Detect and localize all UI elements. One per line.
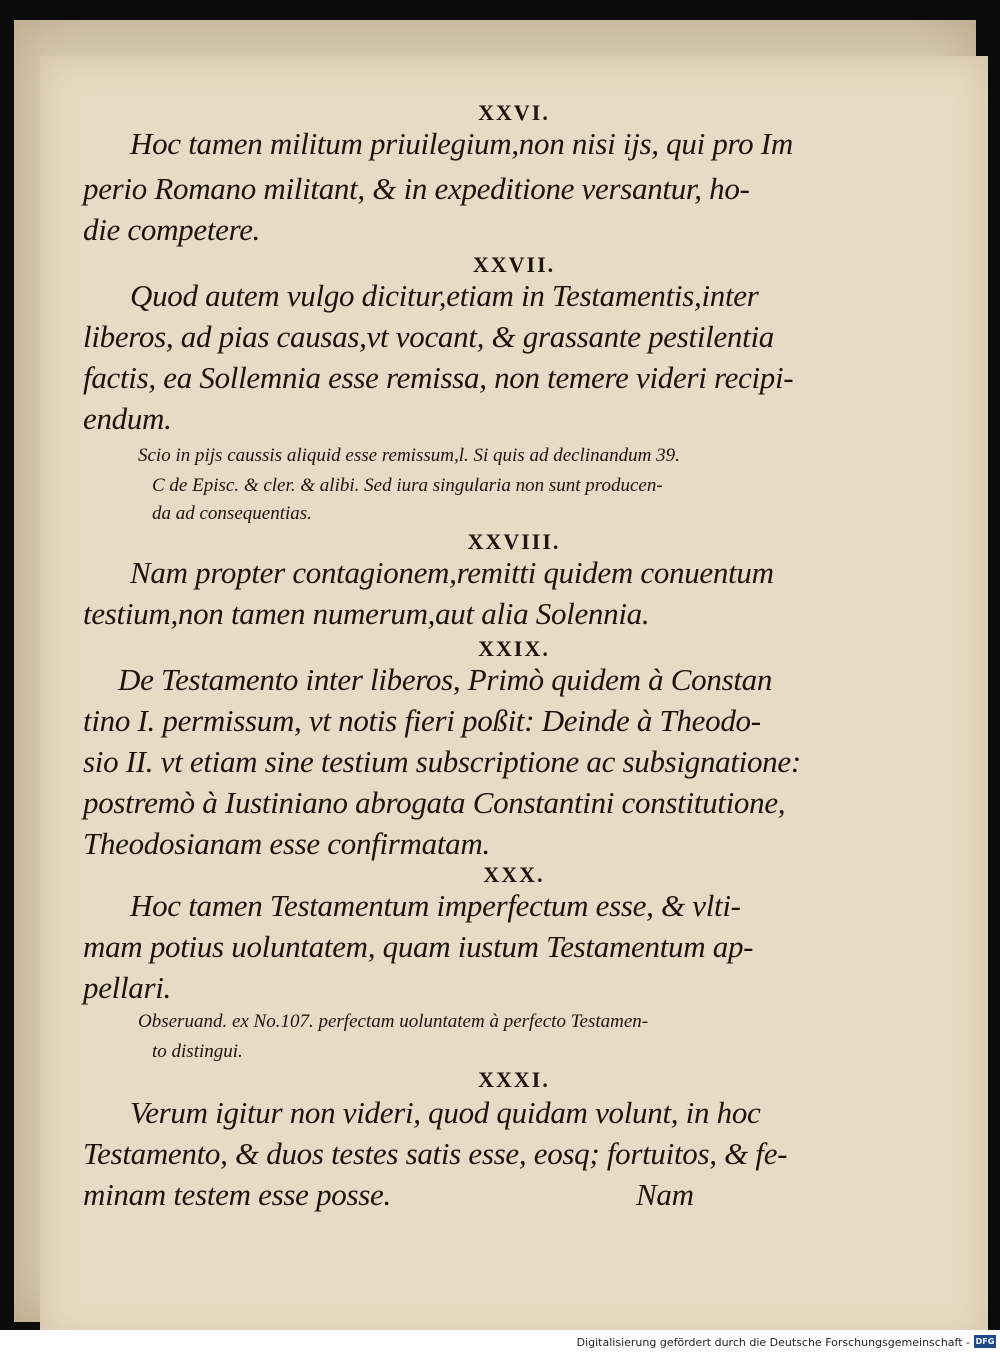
thesis-28-line-2: testium,non tamen numerum,aut alia Solennia.: [83, 596, 650, 631]
dfg-logo-icon: DFG: [975, 1337, 995, 1346]
thesis-30-line-3: pellari.: [83, 970, 172, 1005]
thesis-heading-30: XXX.: [483, 862, 545, 887]
thesis-28-line-1: Nam propter contagionem,remitti quidem conuentum: [130, 555, 774, 590]
thesis-heading-29: XXIX.: [478, 636, 550, 661]
thesis-27-line-3: factis, ea Sollemnia esse remissa, non temere videri recipi-: [83, 360, 794, 395]
thesis-29-line-4: postremò à Iustiniano abrogata Constantini constitutione,: [83, 785, 786, 820]
thesis-heading-31: XXXI.: [478, 1067, 550, 1092]
thesis-heading-28: XXVIII.: [467, 529, 561, 554]
thesis-heading-27: XXVII.: [472, 252, 556, 277]
digitization-footer: [0, 1330, 1000, 1355]
thesis-29-line-5: Theodosianam esse confirmatam.: [83, 826, 490, 861]
thesis-27-line-2: liberos, ad pias causas,vt vocant, & grassante pestilentia: [83, 319, 774, 354]
thesis-30-line-1: Hoc tamen Testamentum imperfectum esse, & vlti-: [130, 888, 741, 923]
page-leaf: [14, 20, 976, 1322]
funding-credit: Digitalisierung gefördert durch die Deutsche Forschungsgemeinschaft -: [576, 1336, 970, 1349]
catchword: Nam: [636, 1177, 694, 1212]
thesis-29-line-1: De Testamento inter liberos, Primò quidem à Constan: [118, 662, 773, 697]
printed-page: [40, 56, 988, 1342]
thesis-26-line-1: Hoc tamen militum priuilegium,non nisi ijs, qui pro Im: [130, 126, 793, 161]
thesis-heading-26: XXVI.: [478, 100, 550, 125]
thesis-31-line-3: minam testem esse posse.: [83, 1177, 391, 1212]
thesis-27-note-2: C de Episc. & cler. & alibi. Sed iura singularia non sunt producen-: [152, 475, 663, 496]
thesis-27-line-4: endum.: [83, 401, 172, 436]
thesis-27-note-3: da ad consequentias.: [152, 503, 312, 524]
thesis-27-line-1: Quod autem vulgo dicitur,etiam in Testamentis,inter: [130, 278, 759, 313]
thesis-31-line-2: Testamento, & duos testes satis esse, eosq; fortuitos, & fe-: [83, 1136, 788, 1171]
thesis-27-note-1: Scio in pijs caussis aliquid esse remissum,l. Si quis ad declinandum 39.: [138, 445, 680, 466]
thesis-30-line-2: mam potius uoluntatem, quam iustum Testamentum ap-: [83, 929, 754, 964]
thesis-30-note-1: Obseruand. ex No.107. perfectam uoluntatem à perfecto Testamen-: [138, 1011, 649, 1032]
thesis-30-note-2: to distingui.: [152, 1041, 243, 1062]
thesis-26-line-2: perio Romano militant, & in expeditione versantur, ho-: [83, 171, 750, 206]
thesis-31-line-1: Verum igitur non videri, quod quidam volunt, in hoc: [130, 1095, 761, 1130]
thesis-29-line-2: tino I. permissum, vt notis fieri poßit: Deinde à Theodo-: [83, 703, 761, 738]
thesis-29-line-3: sio II. vt etiam sine testium subscriptione ac subsignatione:: [83, 744, 801, 779]
thesis-26-line-3: die competere.: [83, 212, 261, 247]
